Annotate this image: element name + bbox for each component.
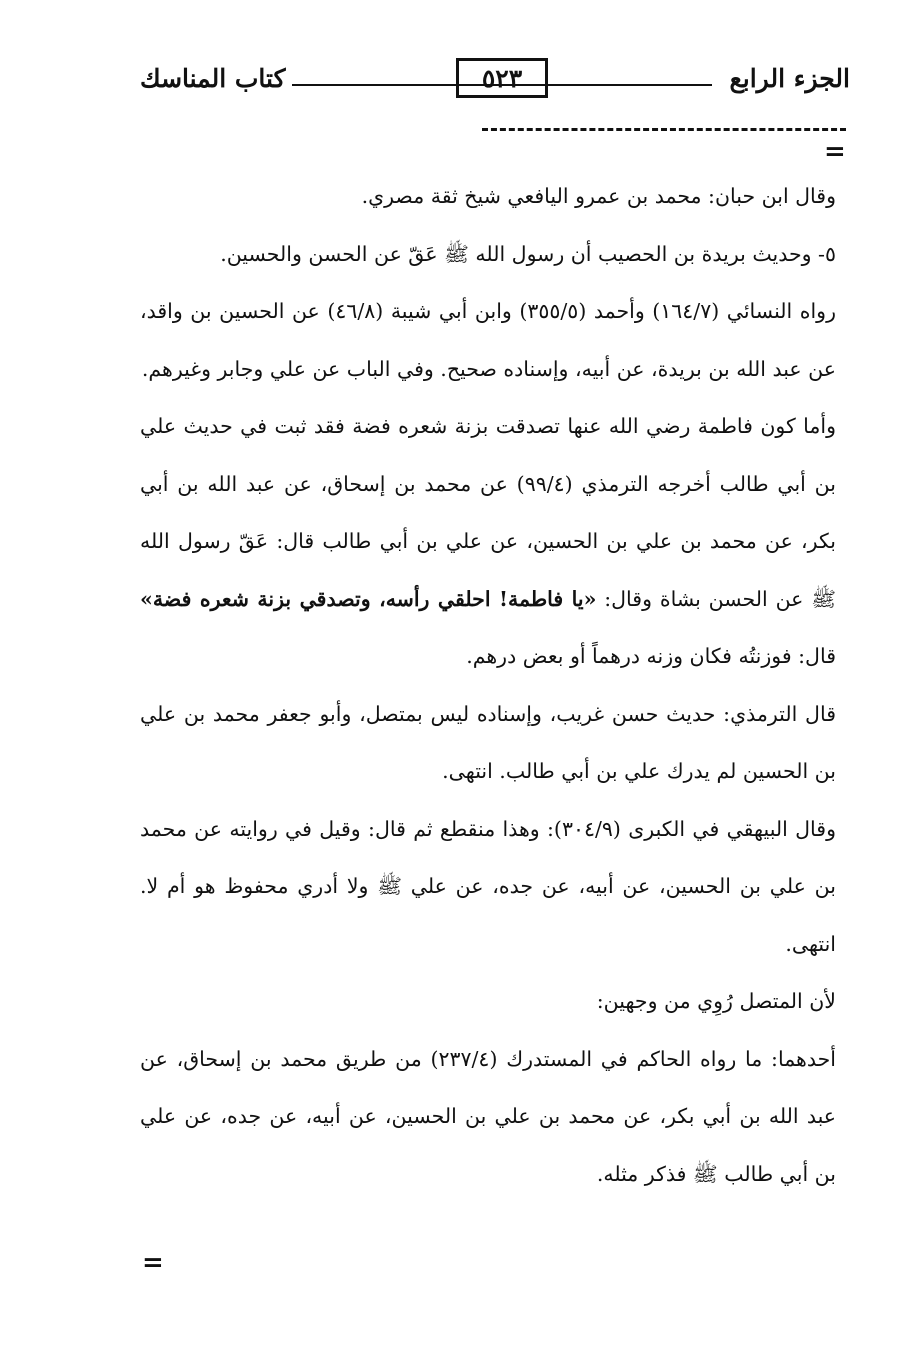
hadith-quote: «يا فاطمة! احلقي رأسه، وتصدقي بزنة شعره فضة»: [140, 586, 597, 611]
paragraph-3: رواه النسائي (١٦٤/٧) وأحمد (٣٥٥/٥) وابن أبي شيبة (٤٦/٨) عن الحسين بن واقد، عن عبد الله بن بريدة، عن أبيه، وإسناده صحيح. وفي الباب عن علي وجابر وغيرهم.: [140, 299, 836, 381]
paragraph-7: لأن المتصل رُوِي من وجهين:: [596, 989, 836, 1013]
continuation-marker-bottom: =: [142, 1248, 164, 1278]
continuation-marker-top: =: [824, 137, 846, 167]
paragraph-1: وقال ابن حبان: محمد بن عمرو اليافعي شيخ ثقة مصري.: [361, 184, 836, 208]
header-dashed-rule: [482, 128, 846, 131]
paragraph-8: أحدهما: ما رواه الحاكم في المستدرك (٢٣٧/٤) من طريق محمد بن إسحاق، عن عبد الله بن أبي بكر، عن محمد بن علي بن الحسين، عن أبيه، عن جده، عن علي بن أبي طالب ﷺ فذكر مثله.: [140, 1046, 836, 1186]
page-header: [140, 58, 850, 104]
paragraph-5: قال الترمذي: حديث حسن غريب، وإسناده ليس بمتصل، وأبو جعفر محمد بن علي بن الحسين لم يدرك علي بن أبي طالب. انتهى.: [140, 701, 836, 783]
body-text: [140, 168, 836, 1203]
paragraph-4-text: وأما كون فاطمة رضي الله عنها تصدقت بزنة شعره فضة فقد ثبت في حديث علي بن أبي طالب أخرجه الترمذي (٩٩/٤) عن محمد بن إسحاق، عن عبد الله بن أبي بكر، عن محمد بن علي بن الحسين، عن علي بن أبي طالب قال: عَقّ رسول الله ﷺ عن الحسن بشاة وقال:: [140, 414, 837, 611]
paragraph-4: [140, 398, 836, 686]
paragraph-2: ٥- وحديث بريدة بن الحصيب أن رسول الله ﷺ عَقّ عن الحسن والحسين.: [220, 241, 836, 266]
paragraph-6: وقال البيهقي في الكبرى (٣٠٤/٩): وهذا منقطع ثم قال: وقيل في روايته عن محمد بن علي بن الحسين، عن أبيه، عن جده، عن علي ﷺ ولا أدري محفوظ هو أم لا. انتهى.: [140, 816, 836, 956]
page-number: ٥٢٣: [456, 58, 548, 98]
book-title: كتاب المناسك: [140, 64, 286, 93]
part-title: الجزء الرابع: [729, 64, 850, 93]
header-rule-left: [292, 84, 458, 86]
paragraph-4-after: قال: فوزنتُه فكان وزنه درهماً أو بعض درهم.: [466, 644, 836, 668]
